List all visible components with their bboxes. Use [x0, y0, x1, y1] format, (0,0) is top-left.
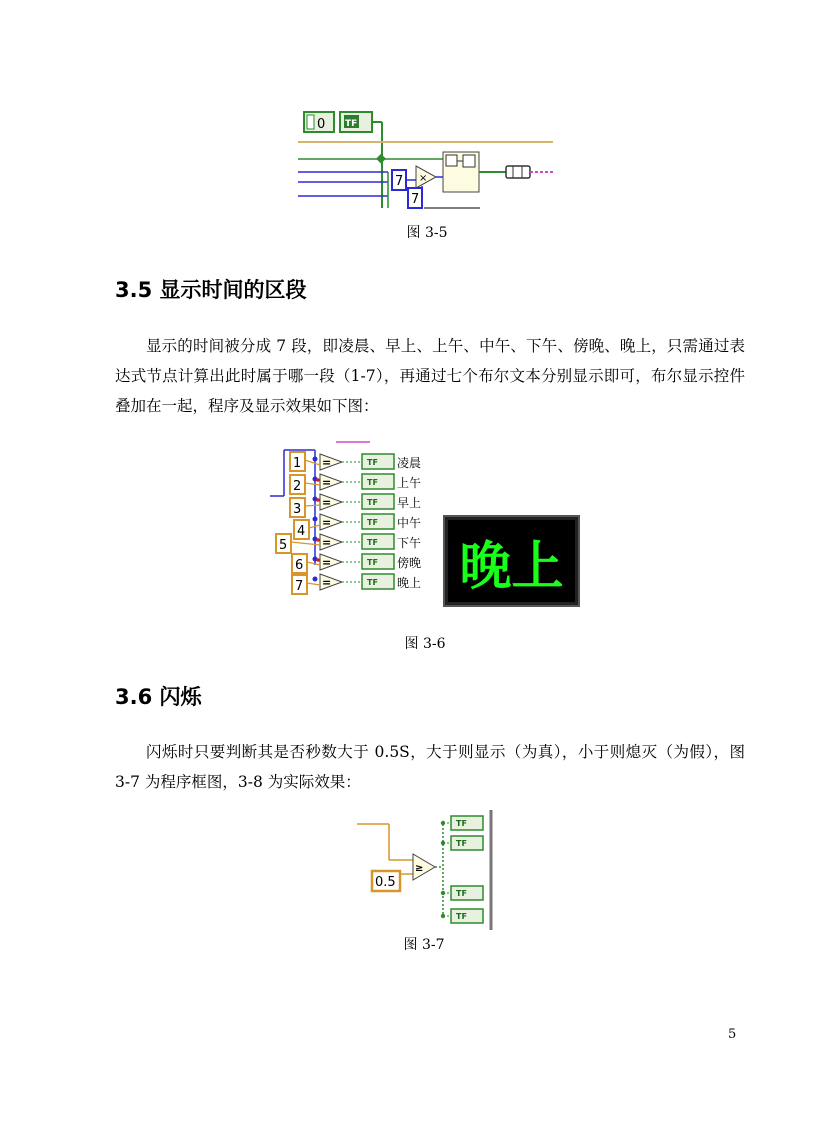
- wire-junction: [313, 577, 318, 582]
- constant-wire: [305, 460, 320, 465]
- figure-3-5-diagram: [298, 104, 553, 212]
- const-a: 7: [395, 174, 404, 189]
- equal-symbol: =: [322, 536, 332, 549]
- section-3-6-paragraph-text: 闪烁时只要判断其是否秒数大于 0.5S，大于则显示（为真），小于则熄灭（为假），图 3-7 为程序框图，3-8 为实际效果：: [115, 743, 745, 791]
- wire-junction: [441, 914, 445, 918]
- indicator-label: 凌晨: [397, 456, 422, 470]
- const-b: 7: [411, 192, 420, 207]
- numeric-constant-value: 5: [279, 538, 288, 553]
- figure-3-7: [355, 810, 495, 930]
- svg-text:×: ×: [419, 173, 428, 184]
- indicator-label: 中午: [397, 516, 422, 530]
- constant-wire: [305, 505, 320, 506]
- threshold-value: 0.5: [375, 875, 396, 890]
- constant-wire: [307, 562, 320, 565]
- wire-junction: [316, 478, 320, 482]
- time-segment-display-text: 晚上: [459, 536, 564, 597]
- tf-indicator-tag: TF: [456, 912, 467, 921]
- numeric-constant-value: 2: [293, 479, 302, 494]
- wire-junction: [313, 517, 318, 522]
- equal-symbol: =: [322, 516, 332, 529]
- tf-indicator-tag: TF: [456, 819, 467, 828]
- section-3-6-heading: 3.6 闪烁: [115, 685, 202, 709]
- numeric-constant-value: 6: [295, 558, 304, 573]
- figure-3-6: [270, 440, 435, 605]
- tf-indicator-tag: TF: [367, 578, 378, 587]
- figure-3-6-caption: 图 3-6: [404, 636, 446, 652]
- tf-indicator-tag: TF: [456, 889, 467, 898]
- tf-indicator-tag: TF: [367, 518, 378, 527]
- wire-junction: [441, 891, 445, 895]
- equal-symbol: =: [322, 576, 332, 589]
- tf-indicator-tag: TF: [367, 558, 378, 567]
- figure-3-7-indicators: [441, 816, 483, 923]
- indicator-label: 下午: [397, 536, 422, 550]
- tf-indicator-tag: TF: [367, 498, 378, 507]
- numeric-constant-value: 1: [293, 456, 302, 471]
- numeric-constant-value: 4: [297, 524, 306, 539]
- section-3-5-paragraph: [115, 331, 745, 421]
- wire-junction: [313, 457, 318, 462]
- figure-3-6-rows: [276, 452, 421, 594]
- indicator-label: 晚上: [397, 576, 422, 590]
- indicator-label: 傍晚: [397, 556, 422, 570]
- equal-symbol: =: [322, 476, 332, 489]
- equal-symbol: =: [322, 456, 332, 469]
- wire-junction: [441, 821, 445, 825]
- section-3-5-paragraph-text: 显示的时间被分成 7 段，即凌晨、早上、上午、中午、下午、傍晚、晚上，只需通过表达式节点计算出此时属于哪一段（1-7），再通过七个布尔文本分别显示即可，布尔显示控件叠加在一起，程序及显示效果如下图：: [115, 337, 745, 415]
- constant-wire: [305, 483, 320, 485]
- section-3-6-paragraph: [115, 737, 745, 797]
- figure-3-5: [298, 104, 553, 212]
- figure-3-6-display-group: [443, 515, 580, 607]
- svg-text:≥: ≥: [415, 863, 424, 874]
- time-segment-display: [443, 515, 580, 607]
- tf-indicator-tag: TF: [367, 458, 378, 467]
- figure-3-5-caption: 图 3-5: [406, 225, 448, 241]
- indicator-label: 上午: [397, 476, 422, 490]
- tf-indicator-tag: TF: [367, 478, 378, 487]
- numeric-constant-value: 3: [293, 502, 302, 517]
- section-3-5-heading: 3.5 显示时间的区段: [115, 278, 307, 302]
- equal-symbol: =: [322, 556, 332, 569]
- wire-junction: [316, 558, 320, 562]
- tf-indicator-tag: TF: [367, 538, 378, 547]
- figure-3-7-caption: 图 3-7: [403, 937, 445, 953]
- bool-control-label: TF: [345, 119, 358, 129]
- constant-wire: [307, 583, 320, 585]
- wire-junction: [316, 498, 320, 502]
- indicator-label: 早上: [397, 496, 422, 510]
- figure-3-7-diagram: [355, 810, 495, 930]
- page-number: 5: [728, 1027, 737, 1042]
- wire-junction: [316, 538, 320, 542]
- numeric-constant-value: 7: [295, 579, 304, 594]
- equal-symbol: =: [322, 496, 332, 509]
- tf-indicator-tag: TF: [456, 839, 467, 848]
- numeric-control-value: 0: [317, 117, 326, 132]
- wire-junction: [441, 841, 445, 845]
- figure-3-6-diagram: [270, 440, 435, 605]
